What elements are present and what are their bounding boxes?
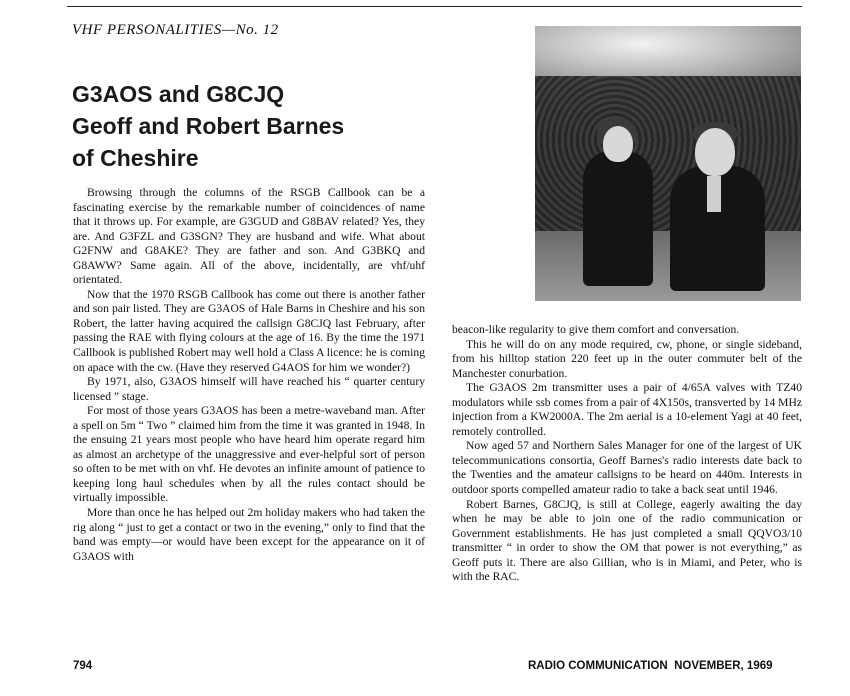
photo-shirt-geoff [707, 176, 721, 212]
top-rule [67, 6, 802, 7]
photo-figure-robert [583, 151, 653, 286]
headline-names: Geoff and Robert Barnes [72, 113, 345, 139]
paragraph: beacon-like regularity to give them comfort and conversation. [452, 323, 740, 336]
paragraph: By 1971, also, G3AOS himself will have reached his “ quarter century licensed ” stage. [73, 375, 425, 403]
portrait-photo [535, 26, 801, 301]
paragraph: Now aged 57 and Northern Sales Manager for one of the largest of UK telecommunications consortia, Geoff Barnes's radio interests date back to the Twenties and the amateur callsigns to be heard on 440m. Interests in outdoor sports compelled amateur radio to take a back seat until 1946. [452, 439, 802, 497]
headline-location: of Cheshire [72, 145, 199, 171]
paragraph: The G3AOS 2m transmitter uses a pair of 4/65A valves with TZ40 modulators while ssb comes from a pair of 4X150s, transverted by 14 MHz injection from a KW2000A. The 2m aerial is a 10-element Yagi at 40 feet, remotely controlled. [452, 381, 802, 438]
section-label: VHF PERSONALITIES—No. 12 [72, 22, 279, 38]
photo-face-geoff [695, 128, 735, 176]
photo-face-robert [603, 126, 633, 162]
article-headline [72, 78, 472, 174]
paragraph: More than once he has helped out 2m holiday makers who had taken the rig along “ just to get a contact or two in the evening,” only to find that the band was empty—or would have been except for the appearance on it of G3AOS with [73, 506, 425, 563]
paragraph: Now that the 1970 RSGB Callbook has come out there is another father and son pair listed. They are G3AOS of Hale Barns in Cheshire and his son Robert, the latter having acquired the callsign G8CJQ last February, after passing the RAE with flying colours at the age of 16. By the time the 1971 Callbook is published Robert may well hold a Class A licence: he is coming on apace with the cw. (Have they reserved G4AOS for him we wonder?) [73, 287, 425, 374]
article-right-column [452, 323, 802, 585]
headline-callsigns: G3AOS and G8CJQ [72, 81, 285, 107]
paragraph: Browsing through the columns of the RSGB Callbook can be a fascinating exercise by the remarkable number of coincidences of name that it throws up. For example, are G3GUD and G8BAV related? Yes, they are. And G3FZL and G3SGN? They are husband and wife. What about G2FNW and G8AKE? They are father and son. And G3BKQ and G8AWW? Same again. All of the above, incidentally, are vhf/uhf orientated. [73, 186, 425, 287]
paragraph: This he will do on any mode required, cw, phone, or single sideband, from his hilltop station 220 feet up in the outer commuter belt of the Manchester conurbation. [452, 337, 802, 380]
page-number: 794 [73, 660, 93, 672]
article-left-column [73, 186, 425, 564]
publication-line: RADIO COMMUNICATION NOVEMBER, 1969 [528, 660, 773, 672]
paragraph: For most of those years G3AOS has been a metre-waveband man. After a spell on 5m “ Two ” claimed him from the time it was granted in 1948. In the ensuing 21 years most people who have heard him operate regard him as almost an archetype of the unaggressive and ever-helpful sort of person so often to be met with on vhf. He devotes an infinite amount of patience to keeping long haul schedules when by all the rules contact should be virtually impossible. [73, 404, 425, 505]
paragraph: Robert Barnes, G8CJQ, is still at College, eagerly awaiting the day when he may be able to join one of the radio communication or Government establishments. He has just completed a small QQVO3/10 transmitter “ in order to show the OM that power is not everything,” as Geoff puts it. There are also Gillian, who is in Miami, and Peter, who is with the RAC. [452, 497, 802, 584]
